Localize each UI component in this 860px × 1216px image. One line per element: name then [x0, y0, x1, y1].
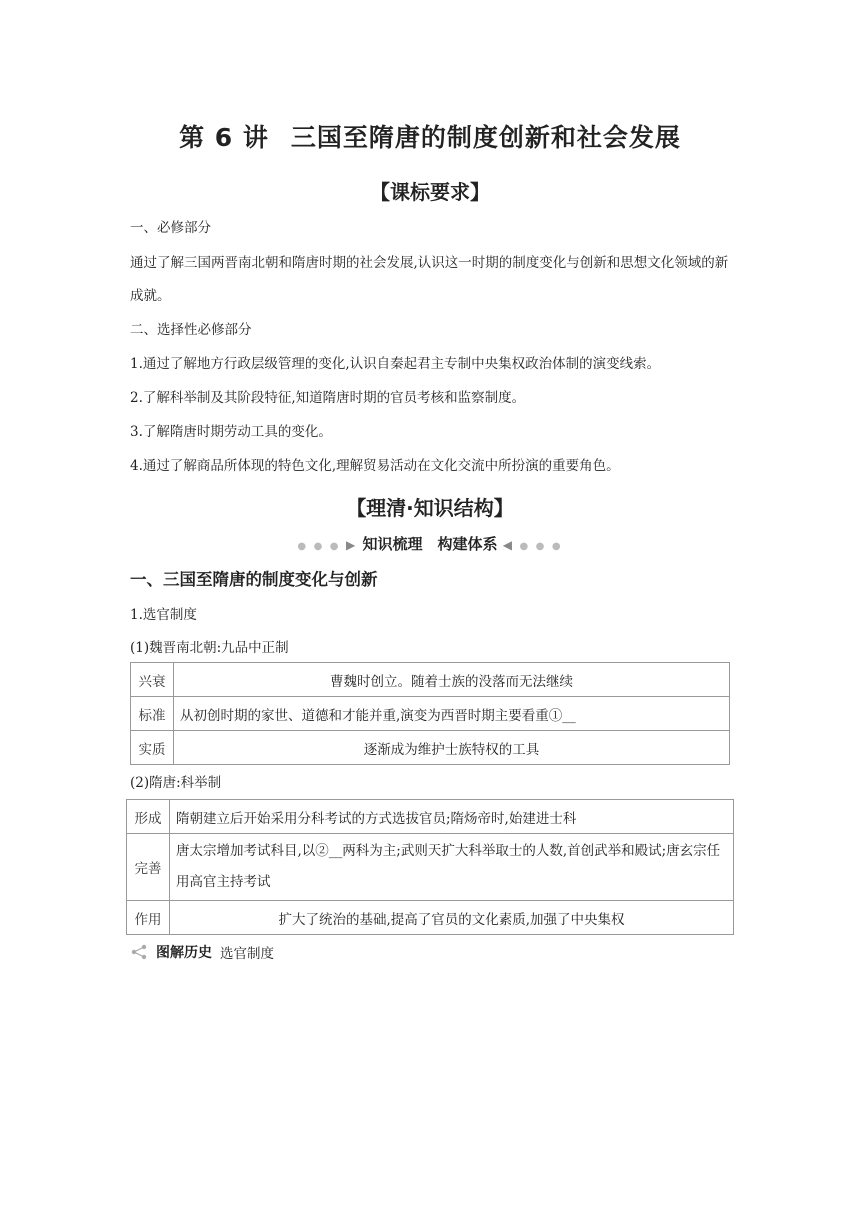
- table-row: [127, 800, 734, 834]
- curriculum-item-2: 2.了解科举制及其阶段特征,知道隋唐时期的官员考核和监察制度。: [130, 390, 526, 406]
- knowledge-subheading-bar: [0, 533, 860, 555]
- knowledge-heading: 【理清·知识结构】: [346, 496, 514, 520]
- lesson-topic: 三国至隋唐的制度创新和社会发展: [290, 123, 681, 152]
- table-key: 形成: [127, 800, 170, 834]
- table-key: 兴衰: [131, 663, 174, 697]
- table-key: 标准: [131, 697, 174, 731]
- table-key: 完善: [127, 834, 170, 901]
- curriculum-item-1: 1.通过了解地方行政层级管理的变化,认识自秦起君主专制中央集权政治体制的演变线索。: [130, 356, 661, 372]
- table-value: 从初创时期的家世、道德和才能并重,演变为西晋时期主要看重①__: [174, 697, 730, 731]
- part1-label: 一、必修部分: [130, 220, 211, 236]
- imperial-exam-table: [126, 799, 734, 935]
- section-1-title: 一、三国至隋唐的制度变化与创新: [130, 570, 378, 589]
- table2-caption: (2)隋唐:科举制: [130, 775, 222, 791]
- table-value: 扩大了统治的基础,提高了官员的文化素质,加强了中央集权: [170, 901, 734, 935]
- knowledge-subheading: 知识梳理 构建体系: [362, 535, 498, 553]
- table-row: [127, 901, 734, 935]
- part2-label: 二、选择性必修部分: [130, 322, 252, 338]
- table-value: 曹魏时创立。随着士族的没落而无法继续: [174, 663, 730, 697]
- curriculum-item-4: 4.通过了解商品所体现的特色文化,理解贸易活动在文化交流中所扮演的重要角色。: [130, 458, 620, 474]
- right-dots-icon: ◀ ● ● ●: [502, 538, 563, 552]
- table-key: 作用: [127, 901, 170, 935]
- table1-caption: (1)魏晋南北朝:九品中正制: [130, 640, 289, 656]
- table-row: [131, 697, 730, 731]
- table-row: [127, 834, 734, 901]
- diagram-label: [130, 940, 274, 964]
- table-row: [131, 663, 730, 697]
- left-dots-icon: ● ● ● ▶: [297, 538, 358, 552]
- table-value: 逐渐成为维护士族特权的工具: [174, 731, 730, 765]
- share-nodes-icon: [130, 943, 154, 961]
- table-value: 隋朝建立后开始采用分科考试的方式选拔官员;隋炀帝时,始建进士科: [170, 800, 734, 834]
- lecture-number: 第 6 讲: [179, 123, 269, 152]
- curriculum-heading: 【课标要求】: [370, 180, 490, 204]
- diagram-tag: 图解历史: [156, 945, 212, 961]
- curriculum-item-3: 3.了解隋唐时期劳动工具的变化。: [130, 424, 332, 440]
- nine-rank-table: [130, 662, 730, 765]
- table-value: 唐太宗增加考试科目,以②__两科为主;武则天扩大科举取士的人数,首创武举和殿试;唐玄宗任用高官主持考试: [170, 834, 734, 901]
- diagram-caption: 选官制度: [220, 946, 274, 962]
- part1-text: 通过了解三国两晋南北朝和隋唐时期的社会发展,认识这一时期的制度变化与创新和思想文化领域的新成就。: [130, 255, 729, 304]
- lesson-title: [0, 118, 860, 154]
- item-1-label: 1.选官制度: [130, 607, 197, 623]
- table-key: 实质: [131, 731, 174, 765]
- table-row: [131, 731, 730, 765]
